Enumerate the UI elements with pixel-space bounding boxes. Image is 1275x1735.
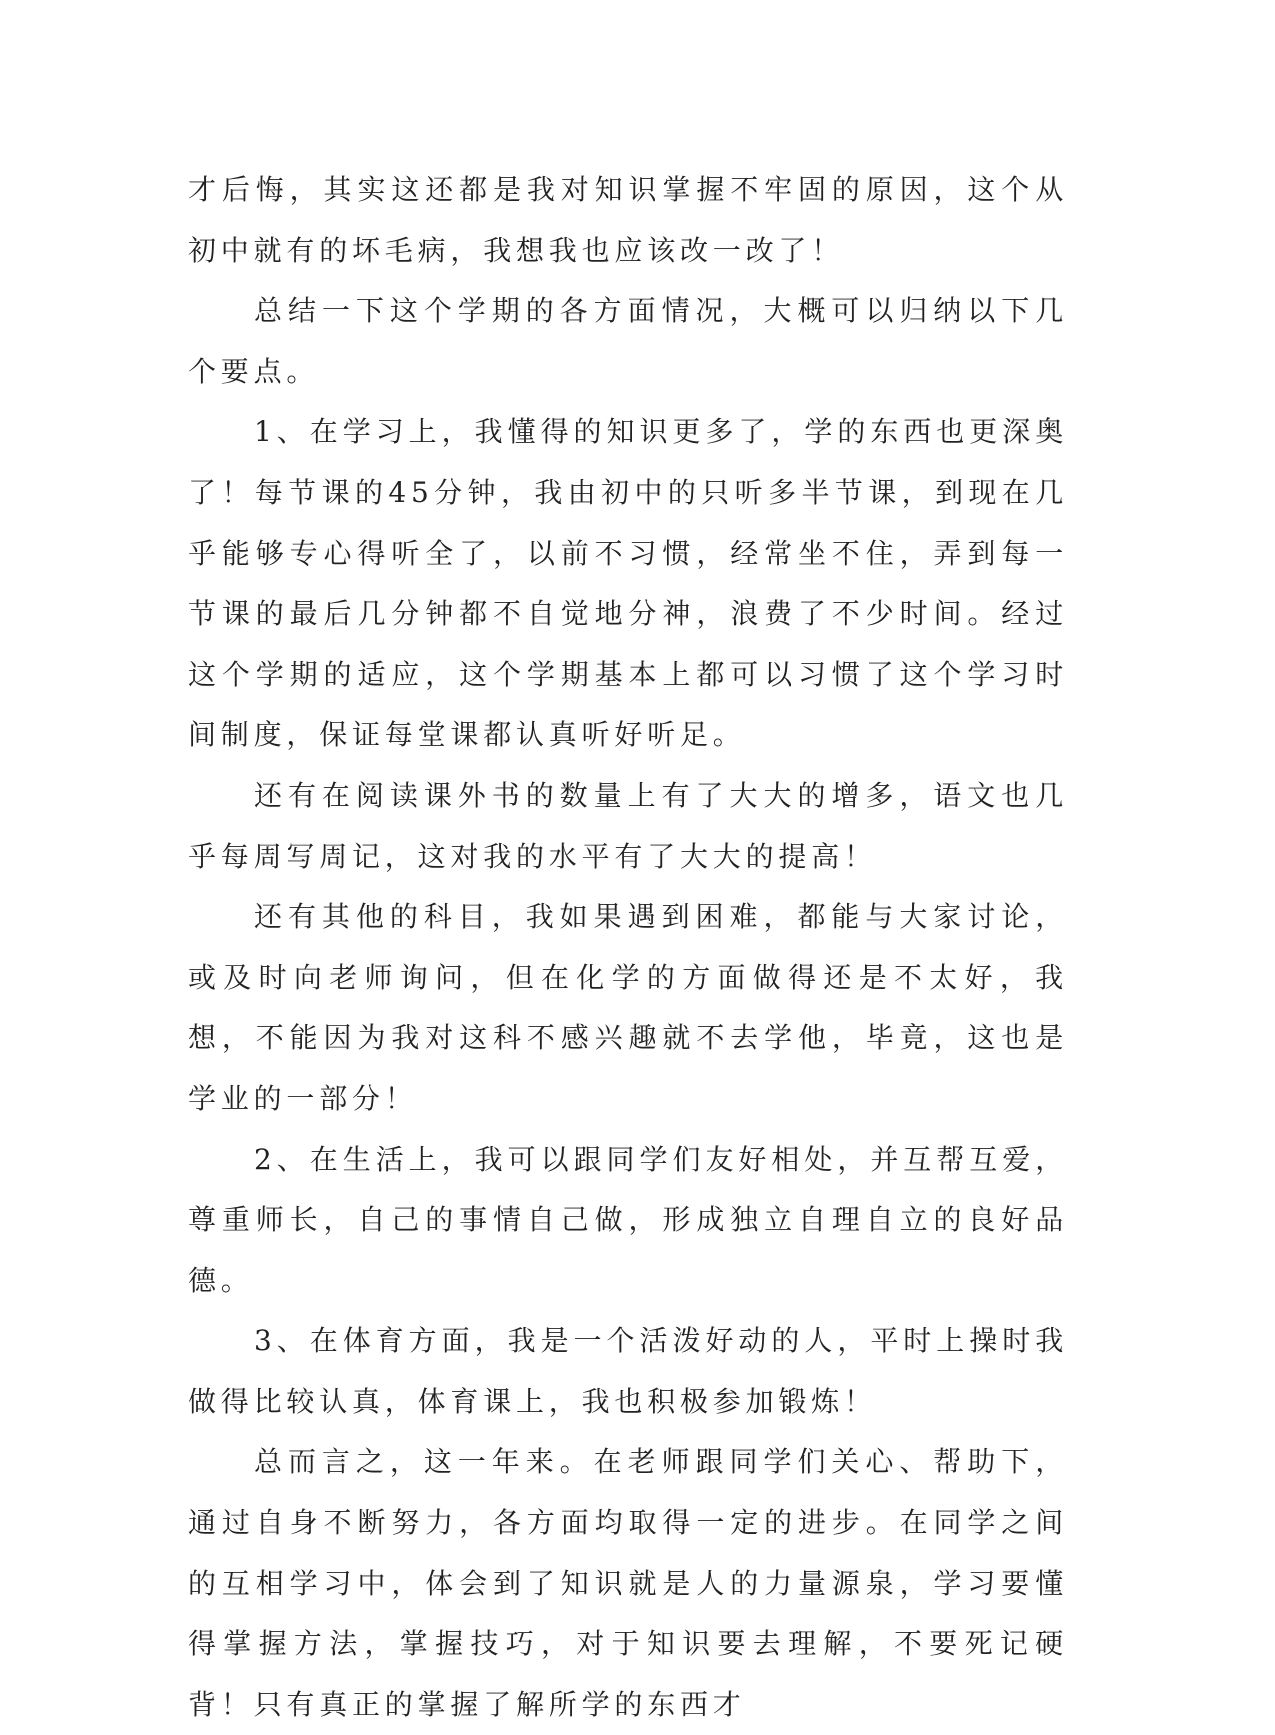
paragraph-8: 总而言之，这一年来。在老师跟同学们关心、帮助下，通过自身不断努力，各方面均取得一定的进步。在同学之间的互相学习中，体会到了知识就是人的力量源泉，学习要懂得掌握方法，掌握技巧，对于知识要去理解，不要死记硬背！只有真正的掌握了解所学的东西才 xyxy=(188,1445,1068,1721)
paragraph-6: 2、在生活上，我可以跟同学们友好相处，并互帮互爱，尊重师长，自己的事情自己做，形成独立自理自立的良好品德。 xyxy=(188,1142,1068,1297)
paragraph-3: 1、在学习上，我懂得的知识更多了，学的东西也更深奥了！每节课的45分钟，我由初中的只听多半节课，到现在几乎能够专心得听全了，以前不习惯，经常坐不住，弄到每一节课的最后几分钟都不自觉地分神，浪费了不少时间。经过这个学期的适应，这个学期基本上都可以习惯了这个学习时间制度，保证每堂课都认真听好听足。 xyxy=(188,415,1068,752)
paragraph-2: 总结一下这个学期的各方面情况，大概可以归纳以下几个要点。 xyxy=(188,294,1068,388)
document-body xyxy=(188,160,1068,1735)
paragraph-4: 还有在阅读课外书的数量上有了大大的增多，语文也几乎每周写周记，这对我的水平有了大大的提高！ xyxy=(188,778,1068,873)
paragraph-1: 才后悔，其实这还都是我对知识掌握不牢固的原因，这个从初中就有的坏毛病，我想我也应该改一改了！ xyxy=(188,173,1068,267)
paragraph-7: 3、在体育方面，我是一个活泼好动的人，平时上操时我做得比较认真，体育课上，我也积极参加锻炼！ xyxy=(188,1324,1068,1418)
paragraph-5: 还有其他的科目，我如果遇到困难，都能与大家讨论，或及时向老师询问，但在化学的方面做得还是不太好，我想，不能因为我对这科不感兴趣就不去学他，毕竟，这也是学业的一部分！ xyxy=(188,900,1068,1115)
